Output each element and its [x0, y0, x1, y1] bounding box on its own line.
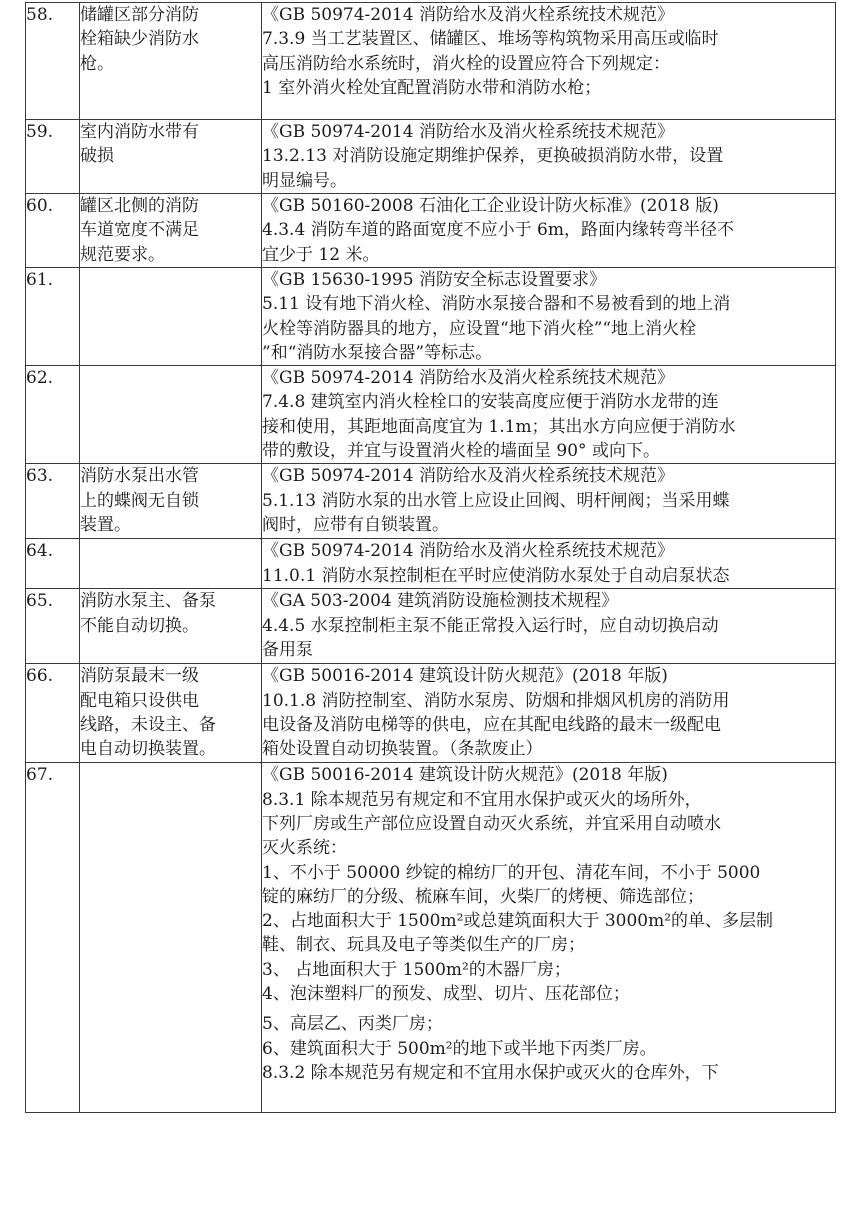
item-number: 58. — [26, 3, 80, 120]
clause-line: 鞋、制衣、玩具及电子等类似生产的厂房； — [262, 935, 585, 956]
standard-title: 《GB 50974-2014 消防给水及消火栓系统技术规范》 — [262, 541, 674, 562]
item-number: 65. — [26, 589, 80, 664]
table-row — [26, 589, 836, 664]
clause-line: 宜少于 12 米。 — [262, 244, 380, 265]
issue-line: 装置。 — [80, 514, 131, 535]
table-row — [26, 194, 836, 268]
item-number: 61. — [26, 268, 80, 366]
issue-line: 上的蝶阀无自锁 — [80, 490, 199, 511]
issue-line: 罐区北侧的消防 — [80, 196, 199, 216]
item-number: 60. — [26, 194, 80, 268]
basis-cell — [262, 366, 836, 464]
clause-line: 8.3.1 除本规范另有规定和不宜用水保护或灭火的场所外， — [262, 789, 702, 810]
item-number: 59. — [26, 120, 80, 194]
issue-cell — [80, 664, 262, 763]
regulation-table — [25, 2, 836, 1113]
issue-line: 不能自动切换。 — [80, 615, 199, 636]
table-row — [26, 664, 836, 763]
issue-line: 破损 — [80, 146, 114, 167]
basis-cell — [262, 120, 836, 194]
table-body — [26, 3, 836, 1113]
clause-line: 火栓等消防器具的地方，应设置“地下消火栓”“地上消火栓 — [262, 318, 697, 339]
issue-line: 消防水泵出水管 — [80, 466, 199, 487]
clause-line: 5.11 设有地下消火栓、消防水泵接合器和不易被看到的地上消 — [262, 294, 731, 315]
clause-line: 阀时，应带有自锁装置。 — [262, 514, 449, 535]
item-number: 64. — [26, 539, 80, 589]
issue-line: 消防水泵主、备泵 — [80, 591, 216, 612]
clause-line: 箱处设置自动切换装置。（条款废止） — [262, 739, 543, 760]
standard-title: 《GB 50974-2014 消防给水及消火栓系统技术规范》 — [262, 368, 674, 389]
clause-line: 接和使用，其距地面高度宜为 1.1m；其出水方向应便于消防水 — [262, 416, 736, 437]
standard-title: 《GB 50160-2008 石油化工企业设计防火标准》(2018 版) — [262, 196, 719, 216]
clause-line: ”和“消防水泵接合器”等标志。 — [262, 342, 493, 363]
table-row — [26, 539, 836, 589]
basis-cell — [262, 194, 836, 268]
issue-cell — [80, 268, 262, 366]
table-row — [26, 268, 836, 366]
issue-cell — [80, 763, 262, 1113]
standard-title: 《GB 50016-2014 建筑设计防火规范》(2018 年版) — [262, 765, 668, 786]
basis-cell — [262, 763, 836, 1113]
issue-cell — [80, 464, 262, 539]
clause-line: 1、不小于 50000 纱锭的棉纺厂的开包、清花车间，不小于 5000 — [262, 862, 761, 883]
issue-cell — [80, 194, 262, 268]
standard-title: 《GB 50016-2014 建筑设计防火规范》(2018 年版) — [262, 666, 668, 687]
issue-cell — [80, 366, 262, 464]
clause-line: 5.1.13 消防水泵的出水管上应设止回阀、明杆闸阀；当采用蝶 — [262, 490, 730, 511]
clause-line: 2、占地面积大于 1500m²或总建筑面积大于 3000m²的单、多层制 — [262, 911, 774, 932]
clause-line: 5、高层乙、丙类厂房； — [262, 1014, 443, 1035]
clause-line: 4.3.4 消防车道的路面宽度不应小于 6m，路面内缘转弯半径不 — [262, 220, 734, 241]
clause-line: 6、建筑面积大于 500m²的地下或半地下丙类厂房。 — [262, 1038, 657, 1059]
clause-line: 7.3.9 当工艺装置区、储罐区、堆场等构筑物采用高压或临时 — [262, 29, 719, 50]
standard-title: 《GA 503-2004 建筑消防设施检测技术规程》 — [262, 591, 619, 612]
standard-title: 《GB 50974-2014 消防给水及消火栓系统技术规范》 — [262, 466, 674, 487]
clause-line: 灭火系统： — [262, 838, 347, 859]
clause-line: 13.2.13 对消防设施定期维护保养，更换破损消防水带，设置 — [262, 146, 724, 167]
clause-line: 10.1.8 消防控制室、消防水泵房、防烟和排烟风机房的消防用 — [262, 690, 730, 711]
clause-line: 3、 占地面积大于 1500m²的木器厂房； — [262, 959, 571, 980]
clause-line: 电设备及消防电梯等的供电，应在其配电线路的最末一级配电 — [262, 714, 721, 735]
standard-title: 《GB 15630-1995 消防安全标志设置要求》 — [262, 270, 606, 290]
issue-line: 配电箱只设供电 — [80, 690, 199, 711]
clause-line: 下列厂房或生产部位应设置自动灭火系统，并宜采用自动喷水 — [262, 813, 721, 834]
clause-line: 锭的麻纺厂的分级、梳麻车间，火柴厂的烤梗、筛选部位； — [262, 886, 704, 907]
clause-line: 4.4.5 水泵控制柜主泵不能正常投入运行时，应自动切换启动 — [262, 615, 719, 636]
issue-line: 电自动切换装置。 — [80, 739, 216, 760]
clause-line: 4、泡沫塑料厂的预发、成型、切片、压花部位； — [262, 984, 630, 1005]
basis-cell — [262, 268, 836, 366]
clause-line: 备用泵 — [262, 639, 313, 660]
clause-line: 7.4.8 建筑室内消火栓栓口的安装高度应便于消防水龙带的连 — [262, 392, 719, 413]
table-row — [26, 366, 836, 464]
issue-line: 线路，未设主、备 — [80, 714, 216, 735]
issue-line: 室内消防水带有 — [80, 122, 199, 142]
standard-title: 《GB 50974-2014 消防给水及消火栓系统技术规范》 — [262, 5, 674, 25]
issue-cell — [80, 539, 262, 589]
issue-cell — [80, 120, 262, 194]
issue-line: 储罐区部分消防 — [80, 5, 199, 25]
item-number: 66. — [26, 664, 80, 763]
basis-cell — [262, 664, 836, 763]
basis-cell — [262, 539, 836, 589]
clause-line: 明显编号。 — [262, 170, 347, 191]
issue-line: 消防泵最末一级 — [80, 666, 199, 687]
table-row — [26, 3, 836, 120]
standard-title: 《GB 50974-2014 消防给水及消火栓系统技术规范》 — [262, 122, 674, 142]
item-number: 62. — [26, 366, 80, 464]
issue-line: 车道宽度不满足 — [80, 220, 199, 241]
table-row — [26, 464, 836, 539]
clause-line: 1 室外消火栓处宜配置消防水带和消防水枪； — [262, 77, 602, 98]
item-number: 63. — [26, 464, 80, 539]
clause-line: 8.3.2 除本规范另有规定和不宜用水保护或灭火的仓库外，下 — [262, 1062, 719, 1083]
table-row — [26, 120, 836, 194]
issue-line: 枪。 — [80, 53, 114, 74]
basis-cell — [262, 464, 836, 539]
issue-line: 栓箱缺少消防水 — [80, 29, 199, 50]
clause-line: 11.0.1 消防水泵控制柜在平时应使消防水泵处于自动启泵状态 — [262, 565, 730, 586]
clause-line: 带的敷设，并宜与设置消火栓的墙面呈 90° 或向下。 — [262, 441, 660, 462]
issue-cell — [80, 3, 262, 120]
basis-cell — [262, 589, 836, 664]
clause-line: 高压消防给水系统时，消火栓的设置应符合下列规定： — [262, 53, 670, 74]
issue-cell — [80, 589, 262, 664]
item-number: 67. — [26, 763, 80, 1113]
issue-line: 规范要求。 — [80, 244, 165, 265]
basis-cell — [262, 3, 836, 120]
table-row — [26, 763, 836, 1113]
